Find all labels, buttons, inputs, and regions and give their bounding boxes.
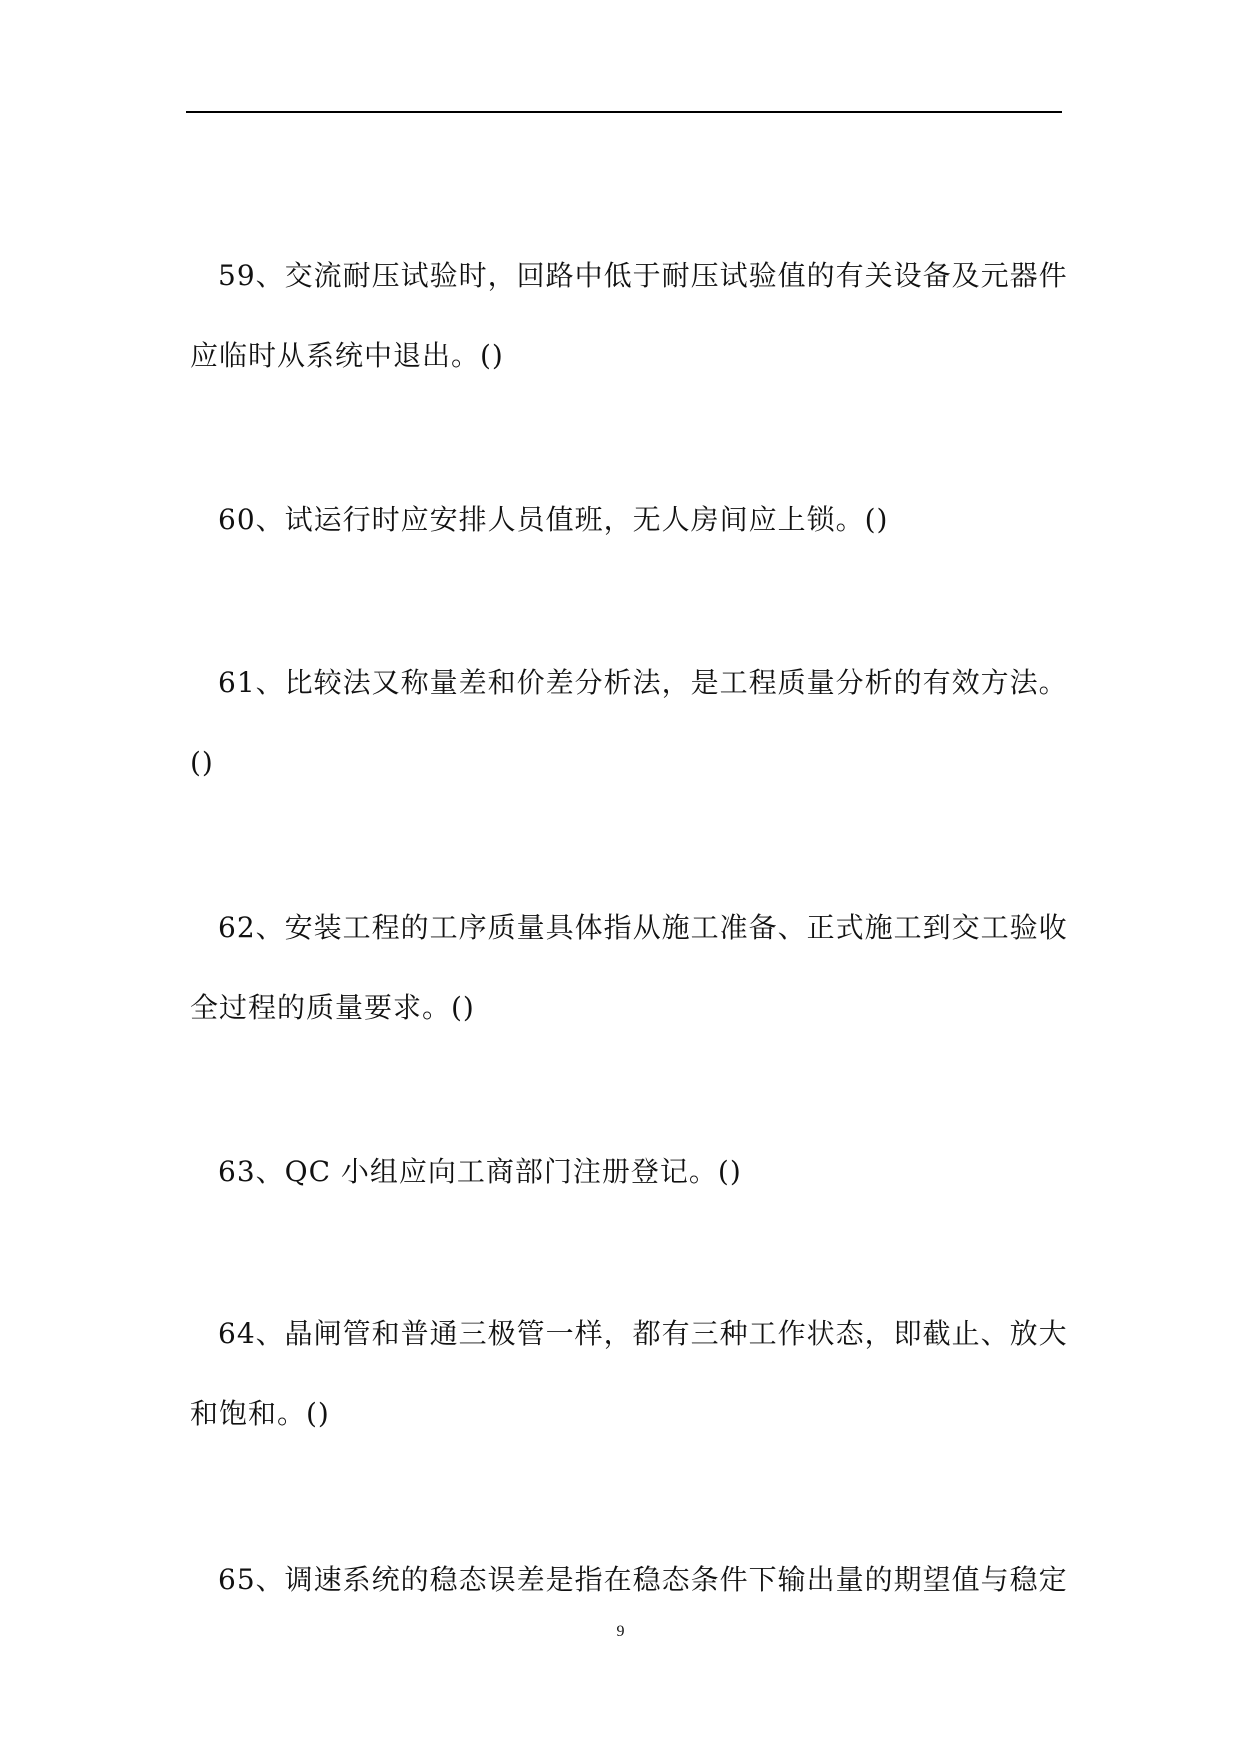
question-line: 59、交流耐压试验时，回路中低于耐压试验值的有关设备及元器件 bbox=[218, 259, 1068, 292]
question-line: 62、安装工程的工序质量具体指从施工准备、正式施工到交工验收 bbox=[218, 911, 1068, 944]
question-line: () bbox=[190, 746, 214, 779]
question-line: 65、调速系统的稳态误差是指在稳态条件下输出量的期望值与稳定 bbox=[218, 1563, 1068, 1596]
question-line: 60、试运行时应安排人员值班，无人房间应上锁。() bbox=[218, 503, 889, 536]
question-line: 64、晶闸管和普通三极管一样，都有三种工作状态，即截止、放大 bbox=[218, 1317, 1068, 1350]
question-line: 63、QC 小组应向工商部门注册登记。() bbox=[218, 1155, 742, 1188]
question-line: 61、比较法又称量差和价差分析法，是工程质量分析的有效方法。 bbox=[218, 666, 1068, 699]
question-line: 全过程的质量要求。() bbox=[190, 991, 475, 1024]
question-line: 和饱和。() bbox=[190, 1397, 330, 1430]
header-rule bbox=[186, 111, 1062, 113]
question-line: 应临时从系统中退出。() bbox=[190, 339, 504, 372]
page-number: 9 bbox=[616, 1623, 625, 1640]
